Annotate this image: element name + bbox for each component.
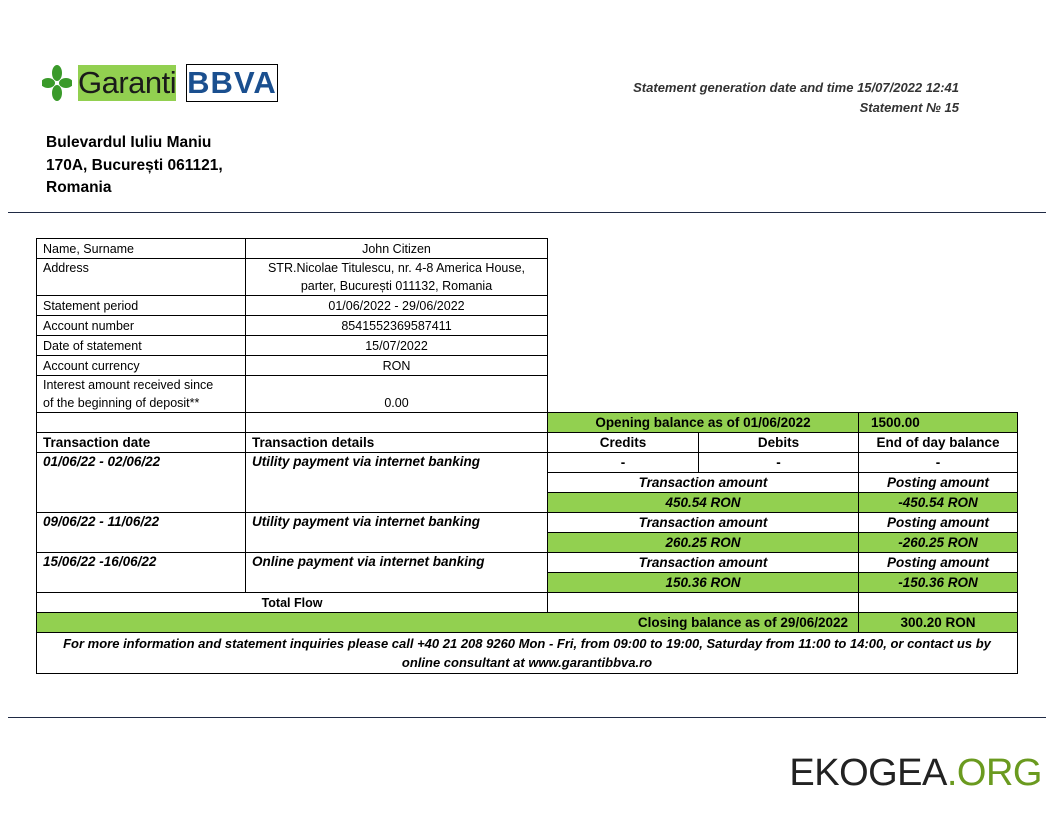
- logo-brand: BBVA: [187, 65, 277, 100]
- address-1: STR.Nicolae Titulescu, nr. 4-8 America House,: [267, 261, 526, 275]
- label: Account currency: [37, 356, 246, 376]
- value: 8541552369587411: [246, 316, 548, 336]
- statement-meta: [633, 78, 959, 118]
- tx-amount: 260.25 RON: [548, 533, 859, 553]
- transaction-row: [37, 513, 1018, 533]
- debits: -: [699, 453, 859, 473]
- footer-row: [37, 633, 1018, 674]
- value: RON: [246, 356, 548, 376]
- eod: -: [859, 453, 1018, 473]
- value: 01/06/2022 - 29/06/2022: [246, 296, 548, 316]
- tx-date: 09/06/22 - 11/06/22: [37, 513, 246, 553]
- info-row: [37, 239, 1018, 259]
- col-debits: Debits: [699, 433, 859, 453]
- footer-note: For more information and statement inquiries please call +40 21 208 9260 Mon - Fri, from 09:00 to 19:00, Saturday from 11:00 to 14:00, or contact us by online consultant at www.garantibbva.ro: [37, 633, 1018, 674]
- generation-date: Statement generation date and time 15/07/2022 12:41: [633, 80, 959, 95]
- closing-row: [37, 613, 1018, 633]
- opening-row: [37, 413, 1018, 433]
- closing-label: Closing balance as of 29/06/2022: [37, 613, 859, 633]
- value: 15/07/2022: [246, 336, 548, 356]
- credits: -: [548, 453, 699, 473]
- tx-date: 15/06/22 -16/06/22: [37, 553, 246, 593]
- bank-address: [46, 132, 223, 200]
- col-date: Transaction date: [37, 433, 246, 453]
- col-credits: Credits: [548, 433, 699, 453]
- label: Account number: [37, 316, 246, 336]
- label: Statement period: [37, 296, 246, 316]
- tx-details: Online payment via internet banking: [246, 553, 548, 593]
- tx-amount: 450.54 RON: [548, 493, 859, 513]
- tx-amount: 150.36 RON: [548, 573, 859, 593]
- transaction-row: [37, 453, 1018, 473]
- col-details: Transaction details: [246, 433, 548, 453]
- tx-date: 01/06/22 - 02/06/22: [37, 453, 246, 513]
- info-row: [37, 296, 1018, 316]
- info-row: [37, 316, 1018, 336]
- total-flow-label: Total Flow: [37, 593, 548, 613]
- posting-label: Posting amount: [859, 473, 1018, 493]
- label-1: Interest amount received since: [43, 378, 214, 392]
- value: 0.00: [246, 376, 548, 413]
- info-row: [37, 259, 1018, 296]
- label: Address: [37, 259, 246, 296]
- info-row: [37, 356, 1018, 376]
- posting-label: Posting amount: [859, 513, 1018, 533]
- tx-details: Utility payment via internet banking: [246, 513, 548, 553]
- watermark-b: .ORG: [946, 752, 1042, 794]
- logo-text: Garanti: [78, 65, 177, 100]
- posting-amount: -260.25 RON: [859, 533, 1018, 553]
- tx-amount-label: Transaction amount: [548, 473, 859, 493]
- column-headers: [37, 433, 1018, 453]
- tx-amount-label: Transaction amount: [548, 513, 859, 533]
- label: [37, 376, 246, 413]
- divider: [8, 212, 1046, 213]
- label-2: of the beginning of deposit**: [43, 396, 200, 410]
- address-line: Romania: [46, 179, 112, 196]
- posting-amount: -450.54 RON: [859, 493, 1018, 513]
- opening-value: 1500.00: [859, 413, 1018, 433]
- watermark: [789, 752, 1042, 795]
- statement-table: [36, 238, 1018, 674]
- posting-amount: -150.36 RON: [859, 573, 1018, 593]
- value: John Citizen: [246, 239, 548, 259]
- label: Name, Surname: [37, 239, 246, 259]
- closing-value: 300.20 RON: [859, 613, 1018, 633]
- col-eod: End of day balance: [859, 433, 1018, 453]
- total-flow-row: [37, 593, 1018, 613]
- clover-icon: [42, 64, 72, 102]
- tx-amount-label: Transaction amount: [548, 553, 859, 573]
- info-row: [37, 376, 1018, 413]
- address-2: parter, București 011132, Romania: [300, 279, 493, 293]
- opening-label: Opening balance as of 01/06/2022: [548, 413, 859, 433]
- tx-details: Utility payment via internet banking: [246, 453, 548, 513]
- label: Date of statement: [37, 336, 246, 356]
- watermark-a: EKOGEA: [789, 752, 947, 794]
- address-line: Bulevardul Iuliu Maniu: [46, 134, 212, 151]
- info-row: [37, 336, 1018, 356]
- statement-number: Statement № 15: [859, 100, 959, 115]
- bank-logo: [42, 64, 278, 102]
- divider: [8, 717, 1046, 718]
- value: [246, 259, 548, 296]
- posting-label: Posting amount: [859, 553, 1018, 573]
- transaction-row: [37, 553, 1018, 573]
- address-line: 170A, București 061121,: [46, 156, 223, 174]
